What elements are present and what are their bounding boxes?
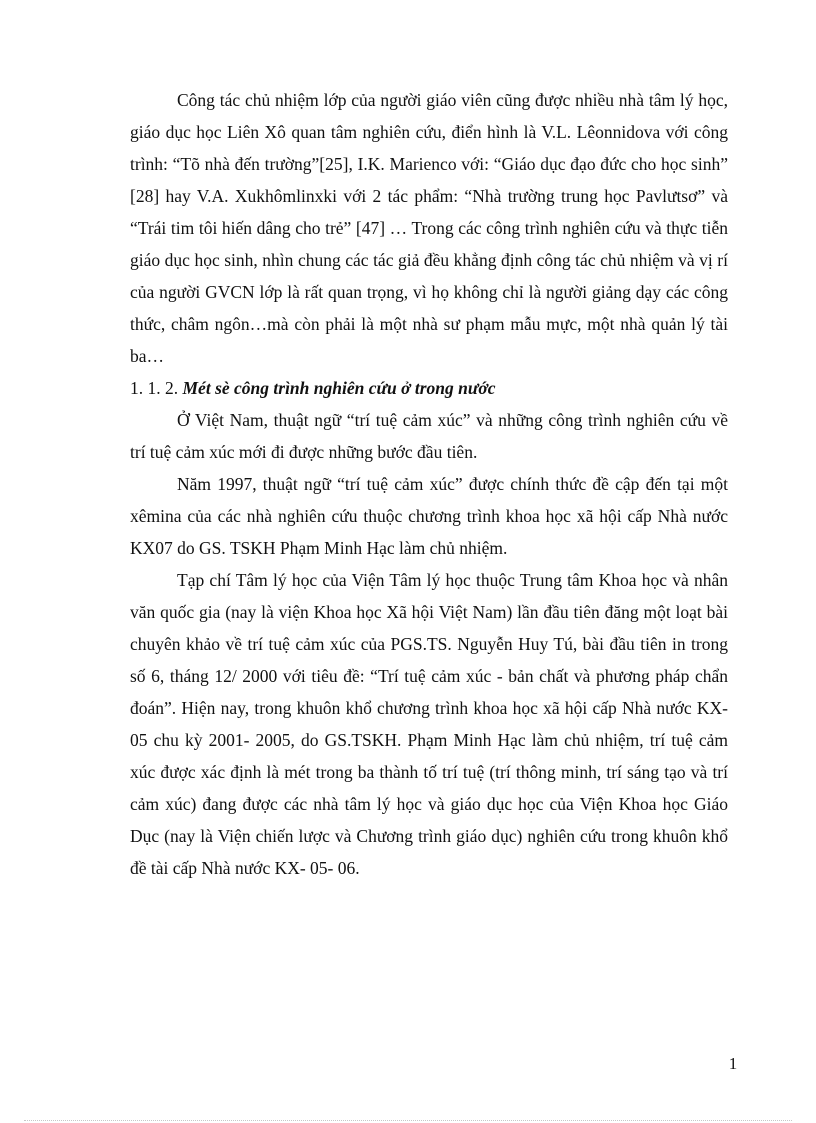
section-heading	[130, 372, 728, 404]
paragraph-1997: Năm 1997, thuật ngữ “trí tuệ cảm xúc” được chính thức đề cập đến tại một xêmina của các nhà nghiên cứu thuộc chương trình khoa học xã hội cấp Nhà nước KX07 do GS. TSKH Phạm Minh Hạc làm chủ nhiệm.	[130, 474, 728, 558]
paragraph-journal: Tạp chí Tâm lý học của Viện Tâm lý học thuộc Trung tâm Khoa học và nhân văn quốc gia (nay là viện Khoa học Xã hội Việt Nam) lần đầu tiên đăng một loạt bài chuyên khảo về trí tuệ cảm xúc của PGS.TS. Nguyễn Huy Tú, bài đầu tiên in trong số 6, tháng 12/ 2000 với tiêu đề: “Trí tuệ cảm xúc - bản chất và phương pháp chẩn đoán”. Hiện nay, trong khuôn khổ chương trình khoa học xã hội cấp Nhà nước KX- 05 chu kỳ 2001- 2005, do GS.TSKH. Phạm Minh Hạc làm chủ nhiệm, trí tuệ cảm xúc được xác định là mét trong ba thành tố trí tuệ (trí thông minh, trí sáng tạo và trí cảm xúc) đang được các nhà tâm lý học và giáo dục học của Viện Khoa học Giáo Dục (nay là Viện chiến lược và Chương trình giáo dục) nghiên cứu trong khuôn khổ đề tài cấp Nhà nước KX- 05- 06.	[130, 570, 728, 878]
section-title: Mét sè công trình nghiên cứu ở trong nước	[182, 378, 496, 398]
body-text	[130, 84, 728, 884]
paragraph-intro: Công tác chủ nhiệm lớp của người giáo viên cũng được nhiều nhà tâm lý học, giáo dục học Liên Xô quan tâm nghiên cứu, điển hình là V.L. Lêonnidova với công trình: “Tõ nhà đến trường”[25], I.K. Marienco với: “Giáo dục đạo đức cho học sinh” [28] hay V.A. Xukhômlinxki với 2 tác phẩm: “Nhà trường trung học Pavlưtsơ” và “Trái tim tôi hiến dâng cho trẻ” [47] … Trong các công trình nghiên cứu và thực tiễn giáo dục học sinh, nhìn chung các tác giả đều khẳng định công tác chủ nhiệm và vị rí của người GVCN lớp là rất quan trọng, vì họ không chỉ là người giảng dạy các công thức, châm ngôn…mà còn phải là một nhà sư phạm mẫu mực, một nhà quản lý tài ba…	[130, 90, 728, 366]
paragraph-vietnam: Ở Việt Nam, thuật ngữ “trí tuệ cảm xúc” và những công trình nghiên cứu về trí tuệ cảm xúc mới đi được những bước đầu tiên.	[130, 410, 728, 462]
page-number: 1	[728, 1054, 738, 1073]
section-number: 1. 1. 2.	[130, 378, 179, 398]
page-bottom-divider	[24, 1120, 792, 1121]
